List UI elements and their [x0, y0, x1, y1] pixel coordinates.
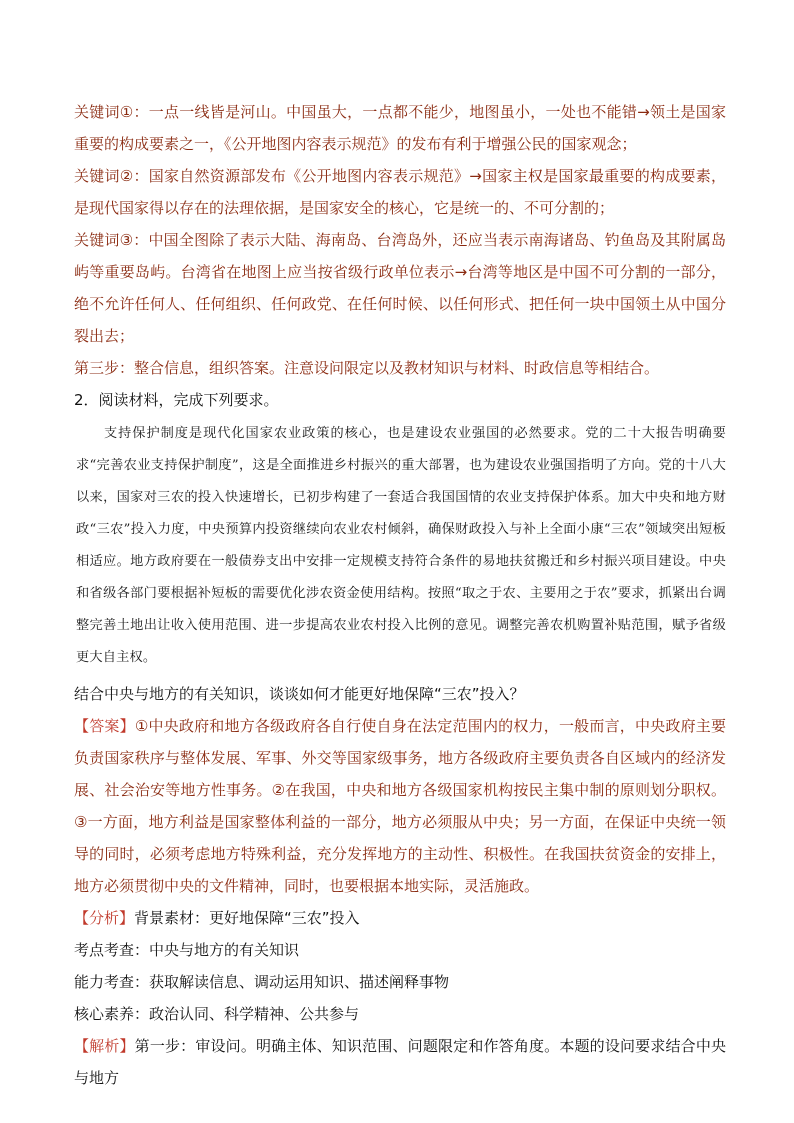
analysis-paragraph: [74, 902, 726, 934]
explanation-text: 第一步：审设问。明确主体、知识范围、问题限定和作答角度。本题的设问要求结合中央与地方: [74, 1037, 726, 1087]
document-page: [74, 96, 726, 1094]
keyword-3-text: 中国全图除了表示大陆、海南岛、台湾岛外，还应当表示南海诸岛、钓鱼岛及其附属岛屿等重要岛屿。台湾省在地图上应当按省级行政单位表示→台湾等地区是中国不可分割的一部分，绝不允许任何人、任何组织、任何政党、在任何时候、以任何形式、把任何一块中国领土从中国分裂出去；: [74, 231, 726, 345]
question-header: 2．阅读材料，完成下列要求。: [74, 391, 279, 409]
keyword-2-text: 国家自然资源部发布《公开地图内容表示规范》→国家主权是国家最重要的构成要素，是现代国家得以存在的法理依据，是国家安全的核心，它是统一的、不可分割的；: [74, 167, 727, 217]
step-3-text: 第三步：整合信息，组织答案。注意设问限定以及教材知识与材料、时政信息等相结合。: [74, 359, 660, 377]
keyword-1-label: 关键词①：: [74, 103, 149, 121]
ability-text: 能力考查：获取解读信息、调动运用知识、描述阐释事物: [74, 973, 450, 991]
answer-label: 【答案】: [74, 717, 135, 735]
keyword-1-paragraph: [74, 96, 726, 160]
keyword-3-label: 关键词③：: [74, 231, 149, 249]
material-text: 支持保护制度是现代化国家农业政策的核心，也是建设农业强国的必然要求。党的二十大报告明确要求“完善农业支持保护制度”，这是全面推进乡村振兴的重大部署，也为建设农业强国指明了方向。党的十八大以来，国家对三农的投入快速增长，已初步构建了一套适合我国国情的农业支持保护体系。加大中央和地方财政“三农”投入力度，中央预算内投资继续向农业农村倾斜，确保财政投入与补上全面小康“三农”领域突出短板相适应。地方政府要在一般债券支出中安排一定规模支持符合条件的易地扶贫搬迁和乡村振兴项目建设。中央和省级各部门要根据补短板的需要优化涉农资金使用结构。按照“取之于农、主要用之于农”要求，抓紧出台调整完善土地出让收入使用范围、进一步提高农业农村投入比例的意见。调整完善农机购置补贴范围，赋予省级更大自主权。: [76, 426, 726, 665]
keyword-2-paragraph: [74, 160, 726, 224]
analysis-label: 【分析】: [74, 909, 135, 927]
keyword-1-text: 一点一线皆是河山。中国虽大，一点都不能少，地图虽小，一处也不能错→领土是国家重要的构成要素之一，《公开地图内容表示规范》的发布有利于增强公民的国家观念；: [74, 103, 727, 153]
question-text: 结合中央与地方的有关知识，谈谈如何才能更好地保障“三农”投入？: [74, 685, 525, 703]
material-block: [74, 418, 726, 674]
exam-point-text: 考点考查：中央与地方的有关知识: [74, 941, 300, 959]
literacy-text: 核心素养：政治认同、科学精神、公共参与: [74, 1005, 360, 1023]
analysis-text: 背景素材：更好地保障“三农”投入: [134, 909, 360, 927]
answer-text: ①中央政府和地方各级政府各自行使自身在法定范围内的权力，一般而言，中央政府主要负责国家秩序与整体发展、军事、外交等国家级事务，地方各级政府主要负责各自区域内的经济发展、社会治安等地方性事务。②在我国，中央和地方各级国家机构按民主集中制的原则划分职权。③一方面，地方利益是国家整体利益的一部分，地方必须服从中央；另一方面，在保证中央统一领导的同时，必须考虑地方特殊利益，充分发挥地方的主动性、积极性。在我国扶贫资金的安排上，地方必须贯彻中央的文件精神，同时，也要根据本地实际，灵活施政。: [74, 717, 726, 895]
explanation-paragraph: [74, 1030, 726, 1094]
keyword-2-label: 关键词②：: [74, 167, 149, 185]
answer-paragraph: [74, 710, 726, 902]
keyword-3-paragraph: [74, 224, 726, 352]
explanation-label: 【解析】: [74, 1037, 135, 1055]
